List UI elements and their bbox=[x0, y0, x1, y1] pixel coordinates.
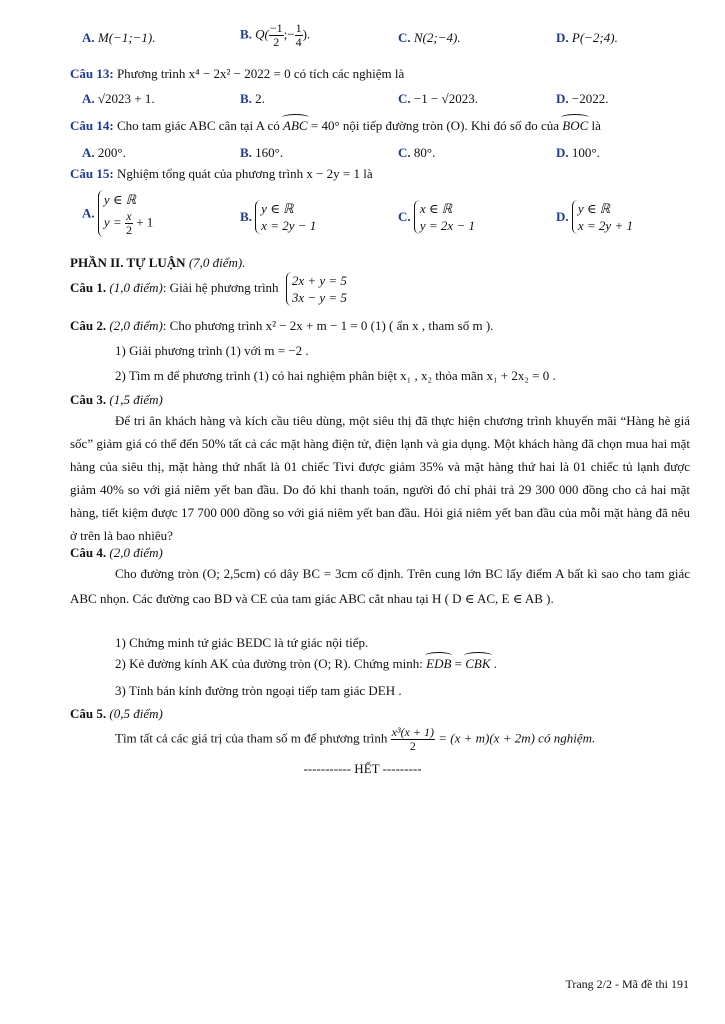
c2-question: Câu 2. (2,0 điểm): Cho phương trình x² − 2x + m − 1 = 0 (1) ( ẩn x , tham số m ). bbox=[70, 318, 494, 333]
c3-heading: Câu 3. (1,5 điểm) bbox=[70, 392, 163, 407]
q13-option-d: D. −2022. bbox=[556, 91, 609, 106]
q15-option-d: D. y ∈ ℝ x = 2y + 1 bbox=[556, 201, 633, 233]
q15-option-b: B. y ∈ ℝ x = 2y − 1 bbox=[240, 201, 317, 233]
q13-option-b: B. 2. bbox=[240, 91, 265, 106]
c1-question: Câu 1. (1,0 điểm): Giải hệ phương trình 2x + y = 5 3x − y = 5 bbox=[70, 273, 347, 305]
q12-option-b: B. Q( $\frac{-1}{2}$ ;− $\frac{1}{4}$ ). bbox=[240, 21, 311, 49]
end-marker: ----------- HẾT --------- bbox=[303, 761, 422, 776]
q15-option-c: C. x ∈ ℝ y = 2x − 1 bbox=[398, 201, 475, 233]
q15-stem: Câu 15: Nghiệm tổng quát của phương trình x − 2y = 1 là bbox=[70, 166, 373, 181]
q12-option-c: C. N(2;−4). bbox=[398, 30, 461, 45]
q14-option-a: A. 200°. bbox=[82, 145, 126, 160]
q14-option-d: D. 100°. bbox=[556, 145, 600, 160]
c4-part3: 3) Tính bán kính đường tròn ngoại tiếp tam giác DEH . bbox=[115, 683, 402, 698]
q15-option-a: A. y ∈ ℝ y = $\frac{x}{2}$ + 1 bbox=[82, 192, 154, 237]
c4-part1: 1) Chứng minh tứ giác BEDC là tứ giác nội tiếp. bbox=[115, 635, 369, 650]
q14-option-c: C. 80°. bbox=[398, 145, 436, 160]
c5-body: Tìm tất cả các giá trị của tham số m để phương trình $\frac{\text{x³(x + 1)}}{2}$ = (x + m)(x + 2m) có nghiệm. bbox=[115, 725, 596, 753]
part2-heading: PHẦN II. TỰ LUẬN (7,0 điểm). bbox=[70, 255, 246, 270]
c4-heading: Câu 4. (2,0 điểm) bbox=[70, 545, 163, 560]
page-footer: Trang 2/2 - Mã đề thi 191 bbox=[565, 977, 689, 991]
c3-body: Để tri ân khách hàng và kích cầu tiêu dùng, một siêu thị đã thực hiện chương trình khuyến mãi “Hàng hè giá sốc” giảm giá có thể đến 50% tất cả các mặt hàng điện tử, điện lạnh và gia dụng. Một khách hàng đã chọn mua hai mặt hàng của siêu thị, mặt hàng thứ nhất là 01 chiếc Tivi được giảm 35% và mặt hàng thứ hai là 01 chiếc tủ lạnh được giảm 40% so với giá niêm yết ban đầu. Do đó khi thanh toán, người đó chỉ phải trả 29 300 000 đồng cho cả hai mặt hàng, tiết kiệm được 17 700 000 đồng so với giá niêm yết ban đầu. Hỏi giá niêm yết ban đầu của mỗi mặt hàng đã nêu ở trên là bao nhiêu? bbox=[70, 413, 690, 543]
q14-option-b: B. 160°. bbox=[240, 145, 284, 160]
q13-option-a: A. √2023 + 1. bbox=[82, 91, 155, 106]
q12-option-d: D. P(−2;4). bbox=[556, 30, 618, 45]
q13-option-c: C. −1 − √2023. bbox=[398, 91, 478, 106]
q12-option-a: A. M(−1;−1). bbox=[82, 30, 156, 45]
q14-stem: Câu 14: Cho tam giác ABC cân tại A có ABC = 40° nội tiếp đường tròn (O). Khi đó số đo của BOC là bbox=[70, 118, 601, 133]
c5-heading: Câu 5. (0,5 điểm) bbox=[70, 706, 163, 721]
c4-body: Cho đường tròn (O; 2,5cm) có dây BC = 3cm cố định. Trên cung lớn BC lấy điểm A bất kì sao cho tam giác ABC nhọn. Các đường cao BD và CE của tam giác ABC cắt nhau tại H ( D ∈ AC, E ∈ AB ). bbox=[70, 566, 690, 606]
c2-part2: 2) Tìm m để phương trình (1) có hai nghiệm phân biệt x₁ , x₂ thỏa mãn x₁ + 2x₂ = 0 . bbox=[115, 368, 556, 383]
q13-stem: Câu 13: Phương trình x⁴ − 2x² − 2022 = 0 có tích các nghiệm là bbox=[70, 66, 405, 81]
c2-part1: 1) Giải phương trình (1) với m = −2 . bbox=[115, 343, 309, 358]
c4-part2: 2) Kẻ đường kính AK của đường tròn (O; R). Chứng minh: EDB = CBK . bbox=[115, 656, 498, 671]
